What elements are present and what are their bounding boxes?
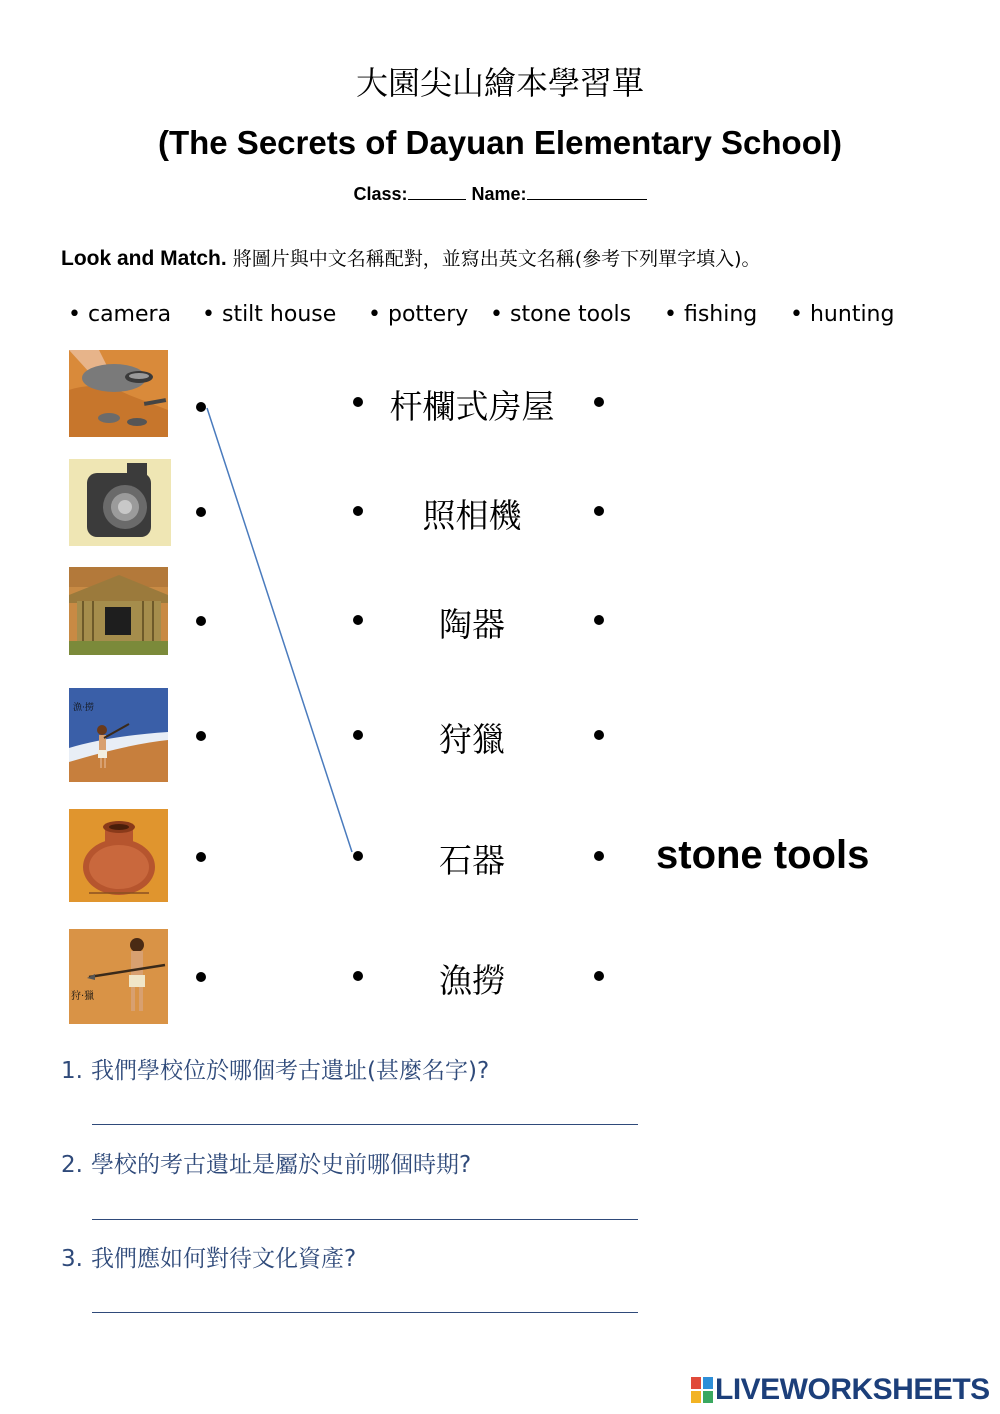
liveworksheets-logo: [691, 1373, 990, 1407]
liveworksheets-brand: LIVEWORKSHEETS: [715, 1373, 990, 1406]
word-bank-item: • pottery: [368, 302, 469, 327]
answer-line-2[interactable]: [92, 1219, 638, 1220]
answer-line-3[interactable]: [92, 1312, 638, 1313]
question-text: 我們應如何對待文化資產?: [91, 1246, 357, 1272]
class-label: Class:: [353, 184, 408, 204]
question-2: [61, 1146, 471, 1179]
chinese-word: 漁撈: [439, 961, 505, 1000]
chinese-word: 狩獵: [439, 720, 505, 759]
word-bank-item: • stilt house: [202, 302, 337, 327]
instruction-bold: Look and Match.: [61, 247, 227, 270]
word-bank-item: • hunting: [790, 302, 895, 327]
fishing-picture-caption: 漁·撈: [73, 703, 94, 713]
question-3: [61, 1240, 356, 1273]
worksheet-title-chinese: 大園尖山繪本學習單: [355, 64, 644, 102]
question-text: 我們學校位於哪個考古遺址(甚麼名字)?: [91, 1058, 490, 1084]
answer-field[interactable]: stone tools: [656, 833, 870, 877]
name-label: Name:: [471, 184, 527, 204]
chinese-word: 杆欄式房屋: [389, 387, 555, 426]
answer-line-1[interactable]: [92, 1124, 638, 1125]
question-number: 2.: [61, 1152, 83, 1178]
chinese-word: 陶器: [439, 605, 505, 644]
question-number: 1.: [61, 1058, 83, 1084]
match-line: [207, 408, 352, 852]
word-bank-item: • fishing: [664, 302, 758, 327]
word-bank-item: • stone tools: [490, 302, 632, 327]
instruction-text: 將圖片與中文名稱配對，並寫出英文名稱(參考下列單字填入)。: [232, 248, 761, 270]
worksheet-title-english: (The Secrets of Dayuan Elementary School): [157, 124, 843, 161]
question-number: 3.: [61, 1246, 83, 1272]
chinese-word: 照相機: [422, 496, 522, 535]
chinese-word: 石器: [439, 841, 505, 880]
word-bank-item: • camera: [68, 302, 172, 327]
question-1: [61, 1052, 489, 1085]
liveworksheets-logo-icon: [691, 1377, 713, 1403]
hunting-picture-caption: 狩·獵: [71, 991, 95, 1002]
question-text: 學校的考古遺址是屬於史前哪個時期?: [91, 1152, 472, 1178]
